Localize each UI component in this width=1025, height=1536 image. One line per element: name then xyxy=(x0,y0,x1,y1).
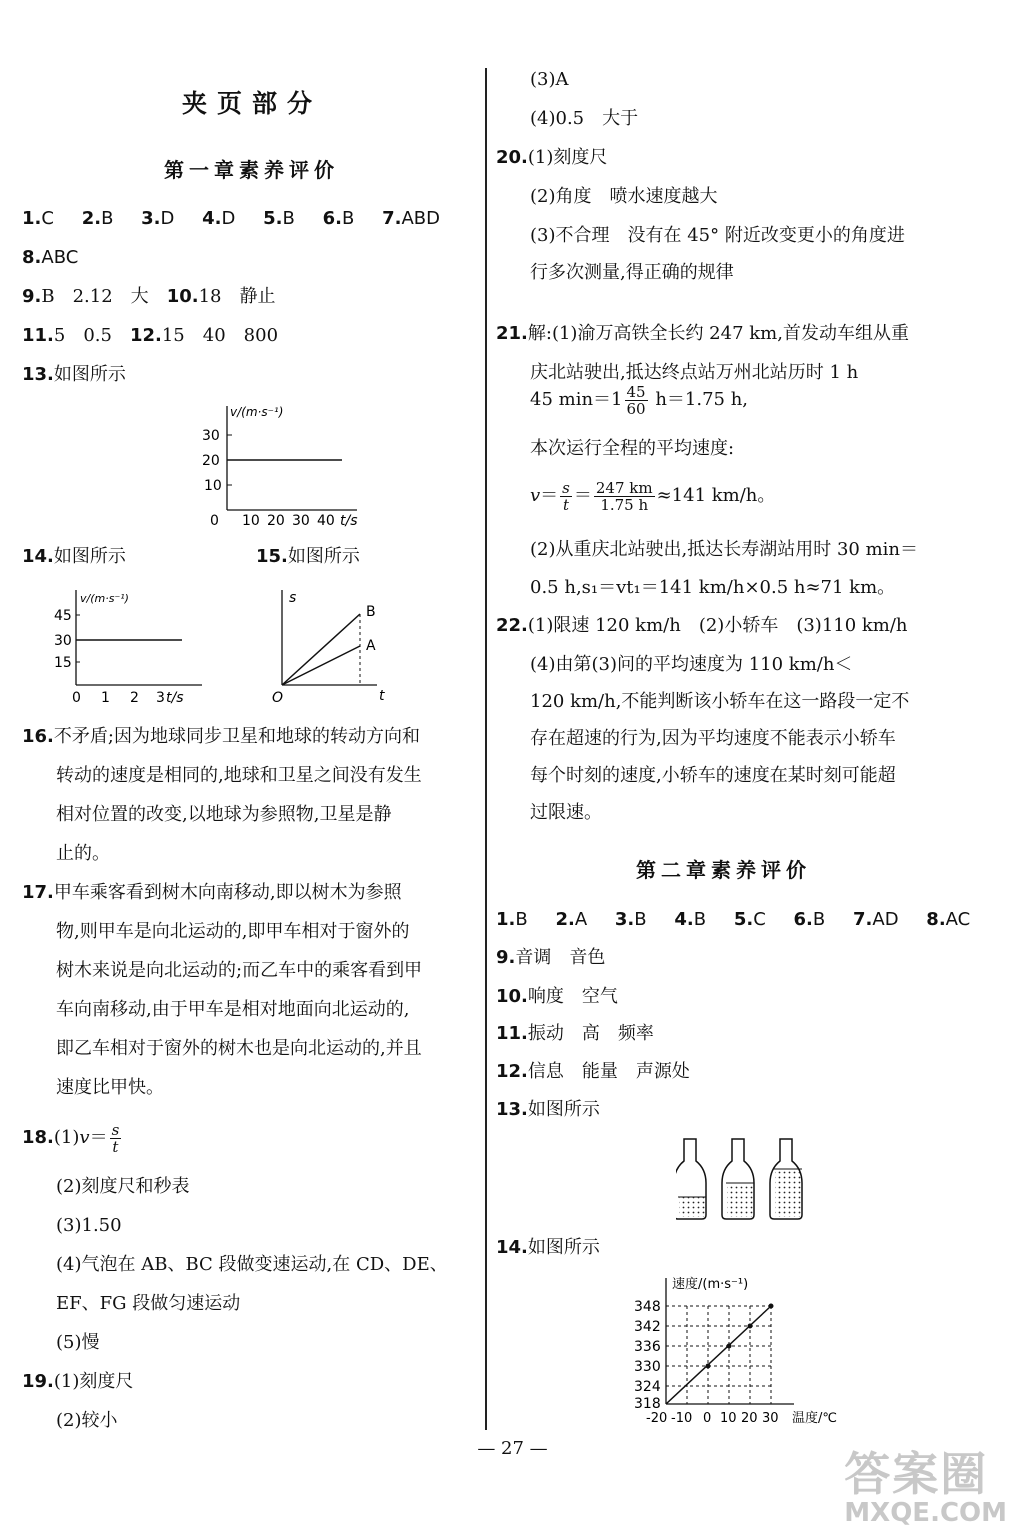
q14-xtick: 3 xyxy=(156,690,165,706)
ch1-q15-graph xyxy=(262,582,412,712)
q14-xlabel: t/s xyxy=(166,690,184,706)
ch1-q18-p4b: EF、FG 段做匀速运动 xyxy=(56,1293,241,1314)
ch2-q10: 10.响度 空气 xyxy=(496,986,618,1007)
ch1-q17-line2: 物,则甲车是向北运动的,即甲车相对于窗外的 xyxy=(56,921,410,942)
q21-fraction-st: $\frac{s}{t}$ xyxy=(562,478,570,514)
ch1-q18-p3: (3)1.50 xyxy=(56,1215,122,1236)
ch1-q20-p3a: (3)不合理 没有在 45° 附近改变更小的角度进 xyxy=(530,225,905,246)
ch1-q18-p4a: (4)气泡在 AB、BC 段做变速运动,在 CD、DE、 xyxy=(56,1254,448,1275)
q18-fraction: $\frac{s}{t}$ xyxy=(111,1120,120,1156)
ch1-q22-l2: (4)由第(3)问的平均速度为 110 km/h＜ xyxy=(530,654,853,675)
ch1-q13-graph xyxy=(182,398,382,530)
chapter2-title: 第二章素养评价 xyxy=(636,858,811,882)
q14-speed-xlabel: 温度/℃ xyxy=(792,1411,837,1426)
ch1-q21-l5: v＝ $\frac{s}{t}$ ＝ $\frac{247 km}{1.75 h}$ ≈141 km/h。 xyxy=(530,478,776,514)
ch1-q21-l1: 21.解:(1)渝万高铁全长约 247 km,首发动车组从重 xyxy=(496,323,909,344)
q14-ytick: 45 xyxy=(54,608,72,624)
ch1-q17-line6: 速度比甲快。 xyxy=(56,1077,164,1098)
q14-ytick: 15 xyxy=(54,655,72,671)
ch1-q22-l1: 22.(1)限速 120 km/h (2)小轿车 (3)110 km/h xyxy=(496,615,908,636)
ch1-q14: 14.如图所示 xyxy=(22,546,126,567)
ch1-q17-line5: 即乙车相对于窗外的树木也是向北运动的,并且 xyxy=(56,1038,422,1059)
ch1-q17-line3: 树木来说是向北运动的;而乙车中的乘客看到甲 xyxy=(56,960,423,981)
q14-origin: 0 xyxy=(72,690,81,706)
q13-ytick: 20 xyxy=(202,453,220,469)
q14-speed-xtick: -20 xyxy=(646,1411,668,1426)
divider xyxy=(485,68,487,1430)
ch1-q19-p2: (2)较小 xyxy=(56,1410,118,1431)
q14-speed-ytick: 318 xyxy=(634,1396,661,1412)
q13-ylabel: v/(m·s⁻¹) xyxy=(230,405,284,419)
ch2-q13-bottles xyxy=(676,1135,816,1225)
bottle-icon xyxy=(722,1139,754,1219)
ch1-q18-p5: (5)慢 xyxy=(56,1332,100,1353)
q15-ylabel: s xyxy=(289,590,297,606)
bottle-icon xyxy=(676,1139,706,1219)
q13-ytick: 10 xyxy=(204,478,222,494)
q13-xtick: 20 xyxy=(267,513,285,529)
q15-xlabel: t xyxy=(379,688,385,704)
ch1-q11-q12: 11.5 0.5 12.15 40 800 xyxy=(22,325,279,346)
q14-speed-ylabel: 速度/(m·s⁻¹) xyxy=(672,1277,749,1292)
q14-speed-ytick: 324 xyxy=(634,1379,661,1395)
q14-speed-ytick: 342 xyxy=(634,1319,661,1335)
ch1-q21-l3: 45 min＝1 $\frac{45}{60}$ h＝1.75 h, xyxy=(530,382,749,418)
q14-speed-xtick: 10 xyxy=(720,1411,737,1426)
ch1-q14-graph xyxy=(44,582,234,712)
q14-ytick: 30 xyxy=(54,633,72,649)
watermark-url: MXQE.COM xyxy=(844,1498,1007,1528)
q14-speed-xtick: 0 xyxy=(703,1411,712,1426)
q15-label-b: B xyxy=(366,604,376,620)
watermark-logo: 答案圈 xyxy=(844,1447,989,1501)
ch1-q21-l2: 庆北站驶出,抵达终点站万州北站历时 1 h xyxy=(530,362,859,383)
q14-speed-xtick: 30 xyxy=(762,1411,779,1426)
q14-speed-ytick: 336 xyxy=(634,1339,661,1355)
ch1-q16-line4: 止的。 xyxy=(56,843,110,864)
ch2-q13: 13.如图所示 xyxy=(496,1099,600,1120)
q14-speed-xtick: 20 xyxy=(741,1411,758,1426)
chapter1-title: 第一章素养评价 xyxy=(164,158,339,182)
q14-speed-xtick: -10 xyxy=(671,1411,693,1426)
ch1-q20-p3b: 行多次测量,得正确的规律 xyxy=(530,262,734,283)
page-number: — 27 — xyxy=(477,1438,548,1459)
ch1-q15: 15.如图所示 xyxy=(256,546,360,567)
q14-speed-ytick: 348 xyxy=(634,1299,661,1315)
q13-origin: 0 xyxy=(210,513,219,529)
ch1-q22-l4: 存在超速的行为,因为平均速度不能表示小轿车 xyxy=(530,728,896,749)
q21-fraction-speed: $\frac{247 km}{1.75 h}$ xyxy=(595,478,653,514)
q14-xtick: 1 xyxy=(101,690,110,706)
q13-ytick: 30 xyxy=(202,428,220,444)
ch1-q16-line1: 16.不矛盾;因为地球同步卫星和地球的转动方向和 xyxy=(22,726,420,747)
q13-xtick: 30 xyxy=(292,513,310,529)
ch1-q9-q10: 9.B 2.12 大 10.18 静止 xyxy=(22,286,276,307)
ch1-q18-p1: 18.(1)v＝ $\frac{s}{t}$ xyxy=(22,1120,120,1156)
q15-line-b xyxy=(282,614,360,685)
watermark xyxy=(844,1438,1007,1528)
bottle-icon xyxy=(770,1139,802,1219)
ch2-q14: 14.如图所示 xyxy=(496,1237,600,1258)
ch1-q8: 8.ABC xyxy=(22,247,79,268)
ch1-q17-line4: 车向南移动,由于甲车是相对地面向北运动的, xyxy=(56,999,410,1020)
ch1-q18-p2: (2)刻度尺和秒表 xyxy=(56,1176,190,1197)
q13-xtick: 10 xyxy=(242,513,260,529)
ch2-q12: 12.信息 能量 声源处 xyxy=(496,1061,690,1082)
ch2-q14-graph xyxy=(626,1270,886,1430)
ch1-q21-l6: (2)从重庆北站驶出,抵达长寿湖站用时 30 min＝ xyxy=(530,539,918,560)
ch1-q19-p1: 19.(1)刻度尺 xyxy=(22,1371,134,1392)
ch2-q9: 9.音调 音色 xyxy=(496,947,606,968)
ch1-q22-l6: 过限速。 xyxy=(530,802,602,823)
ch1-q21-l4: 本次运行全程的平均速度: xyxy=(530,438,735,459)
q15-label-a: A xyxy=(366,638,376,654)
ch1-q19-p3: (3)A xyxy=(530,69,569,90)
ch1-q20-p1: 20.(1)刻度尺 xyxy=(496,147,608,168)
ch1-q22-l5: 每个时刻的速度,小轿车的速度在某时刻可能超 xyxy=(530,765,896,786)
q14-xtick: 2 xyxy=(130,690,139,706)
ch1-q17-line1: 17.甲车乘客看到树木向南移动,即以树木为参照 xyxy=(22,882,402,903)
ch1-q21-l7: 0.5 h,s₁＝vt₁＝141 km/h×0.5 h≈71 km。 xyxy=(530,577,896,598)
page-title: 夹页部分 xyxy=(182,89,323,118)
q15-line-a xyxy=(282,646,360,685)
ch1-q20-p2: (2)角度 喷水速度越大 xyxy=(530,186,718,207)
q14-ylabel: v/(m·s⁻¹) xyxy=(80,592,129,605)
q14-speed-ytick: 330 xyxy=(634,1359,661,1375)
ch2-q11: 11.振动 高 频率 xyxy=(496,1023,654,1044)
ch1-q19-p4: (4)0.5 大于 xyxy=(530,108,639,129)
ch1-q16-line2: 转动的速度是相同的,地球和卫星之间没有发生 xyxy=(56,765,422,786)
ch1-mc-row: 1.C 2.B 3.D 4.D 5.B 6.B 7.ABD xyxy=(22,208,440,229)
q13-xlabel: t/s xyxy=(340,513,358,529)
q13-xtick: 40 xyxy=(317,513,335,529)
q15-origin: O xyxy=(272,690,284,706)
ch1-q16-line3: 相对位置的改变,以地球为参照物,卫星是静 xyxy=(56,804,392,825)
ch1-q22-l3: 120 km/h,不能判断该小轿车在这一路段一定不 xyxy=(530,691,910,712)
q21-fraction-minutes: $\frac{45}{60}$ xyxy=(626,382,646,418)
ch1-q13: 13.如图所示 xyxy=(22,364,126,385)
ch2-mc-row: 1.B 2.A 3.B 4.B 5.C 6.B 7.AD 8.AC xyxy=(496,909,971,930)
q14-speed-line xyxy=(666,1306,771,1404)
